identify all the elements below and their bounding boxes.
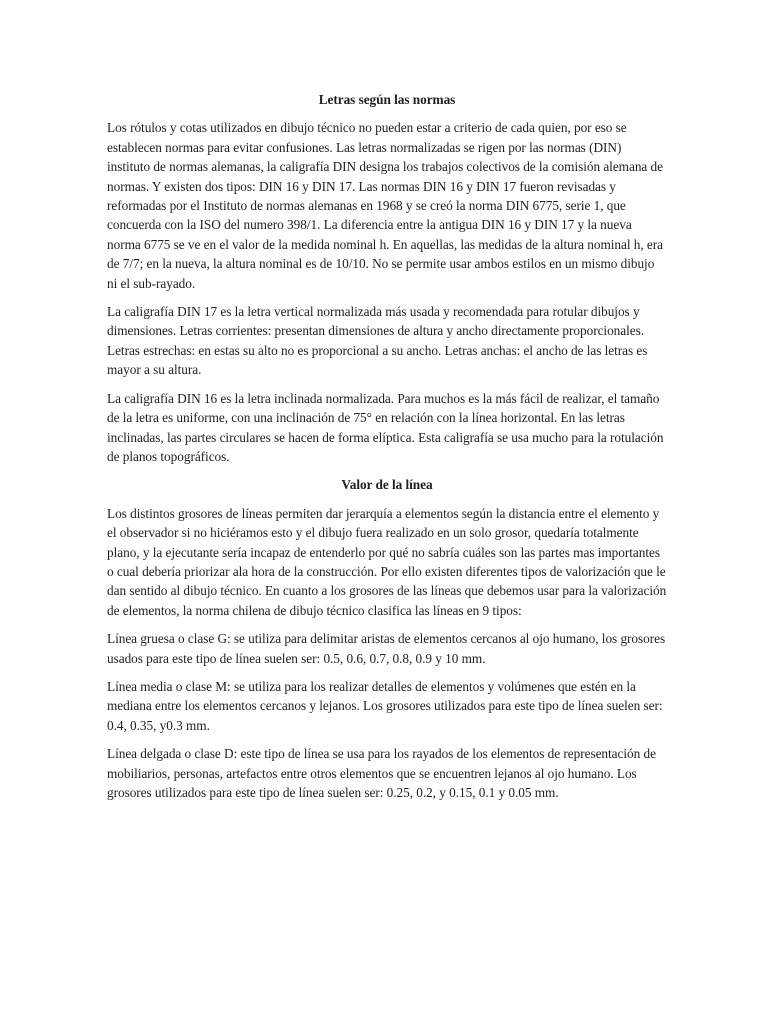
paragraph-linea-delgada: Línea delgada o clase D: este tipo de línea se usa para los rayados de los elementos de representación de mobiliarios, personas, artefactos entre otros elementos que se encuentren lejanos al ojo humano. Los grosores utilizados para este tipo de línea suelen ser: 0.25, 0.2, y 0.15, 0.1 y 0.05 mm. bbox=[107, 746, 656, 800]
section-title-valor-linea: Valor de la línea bbox=[341, 477, 433, 493]
document-page bbox=[107, 90, 667, 811]
paragraph-din-16: La caligrafía DIN 16 es la letra inclinada normalizada. Para muchos es la más fácil de realizar, el tamaño de la letra es uniforme, con una inclinación de 75° en relación con la línea horizontal. En las letras inclinadas, las partes circulares se hacen de forma elíptica. Esta caligrafía se usa mucho para la rotulación de planos topográficos. bbox=[107, 390, 664, 464]
section-title-letras: Letras según las normas bbox=[318, 92, 456, 107]
paragraph-normas-intro: Los rótulos y cotas utilizados en dibujo técnico no pueden estar a criterio de cada quien, por eso se establecen normas para evitar confusiones. Las letras normalizadas se rigen por las normas (DIN) instituto de normas alemanas, la caligrafía DIN designa los trabajos colectivos de la comisión alemana de normas. Y existen dos tipos: DIN 16 y DIN 17. Las normas DIN 16 y DIN 17 fueron revisadas y reformadas por el Instituto de normas alemanas en 1968 y se creó la norma DIN 6775, serie 1, que concuerda con la ISO del numero 398/1. La diferencia entre la antigua DIN 16 y DIN 17 y la nueva norma 6775 se ve en el valor de la medida nominal h. En aquellas, las medidas de la altura nominal h, era de 7/7; en la nueva, la altura nominal es de 10/10. No se permite usar ambos estilos en un mismo dibujo ni el sub-rayado. bbox=[107, 120, 663, 291]
paragraph-din-17: La caligrafía DIN 17 es la letra vertical normalizada más usada y recomendada para rotular dibujos y dimensiones. Letras corrientes: presentan dimensiones de altura y ancho directamente proporcionales. Letras estrechas: en estas su alto no es proporcional a su ancho. Letras anchas: el ancho de las letras es mayor a su altura. bbox=[107, 304, 648, 378]
paragraph-linea-media: Línea media o clase M: se utiliza para los realizar detalles de elementos y volúmenes que estén en la mediana entre los elementos cercanos y lejanos. Los grosores utilizados para este tipo de línea suelen ser: 0.4, 0.35, y0.3 mm. bbox=[107, 678, 663, 733]
paragraph-grosores-intro: Los distintos grosores de líneas permiten dar jerarquía a elementos según la distancia entre el elemento y el observador si no hiciéramos esto y el dibujo fuera realizado en un solo grosor, quedaría totalmente plano, y la ejecutante sería incapaz de entenderlo por qué no sabría cuáles son las partes mas importantes o cual debería priorizar ala hora de la construcción. Por ello existen diferentes tipos de valorización que le dan sentido al dibujo técnico. En cuanto a los grosores de las líneas que debemos usar para la valorización de elementos, la norma chilena de dibujo técnico clasifica las líneas en 9 tipos: bbox=[107, 505, 667, 618]
paragraph-linea-gruesa: Línea gruesa o clase G: se utiliza para delimitar aristas de elementos cercanos al ojo humano, los grosores usados para este tipo de línea suelen ser: 0.5, 0.6, 0.7, 0.8, 0.9 y 10 mm. bbox=[107, 631, 666, 666]
